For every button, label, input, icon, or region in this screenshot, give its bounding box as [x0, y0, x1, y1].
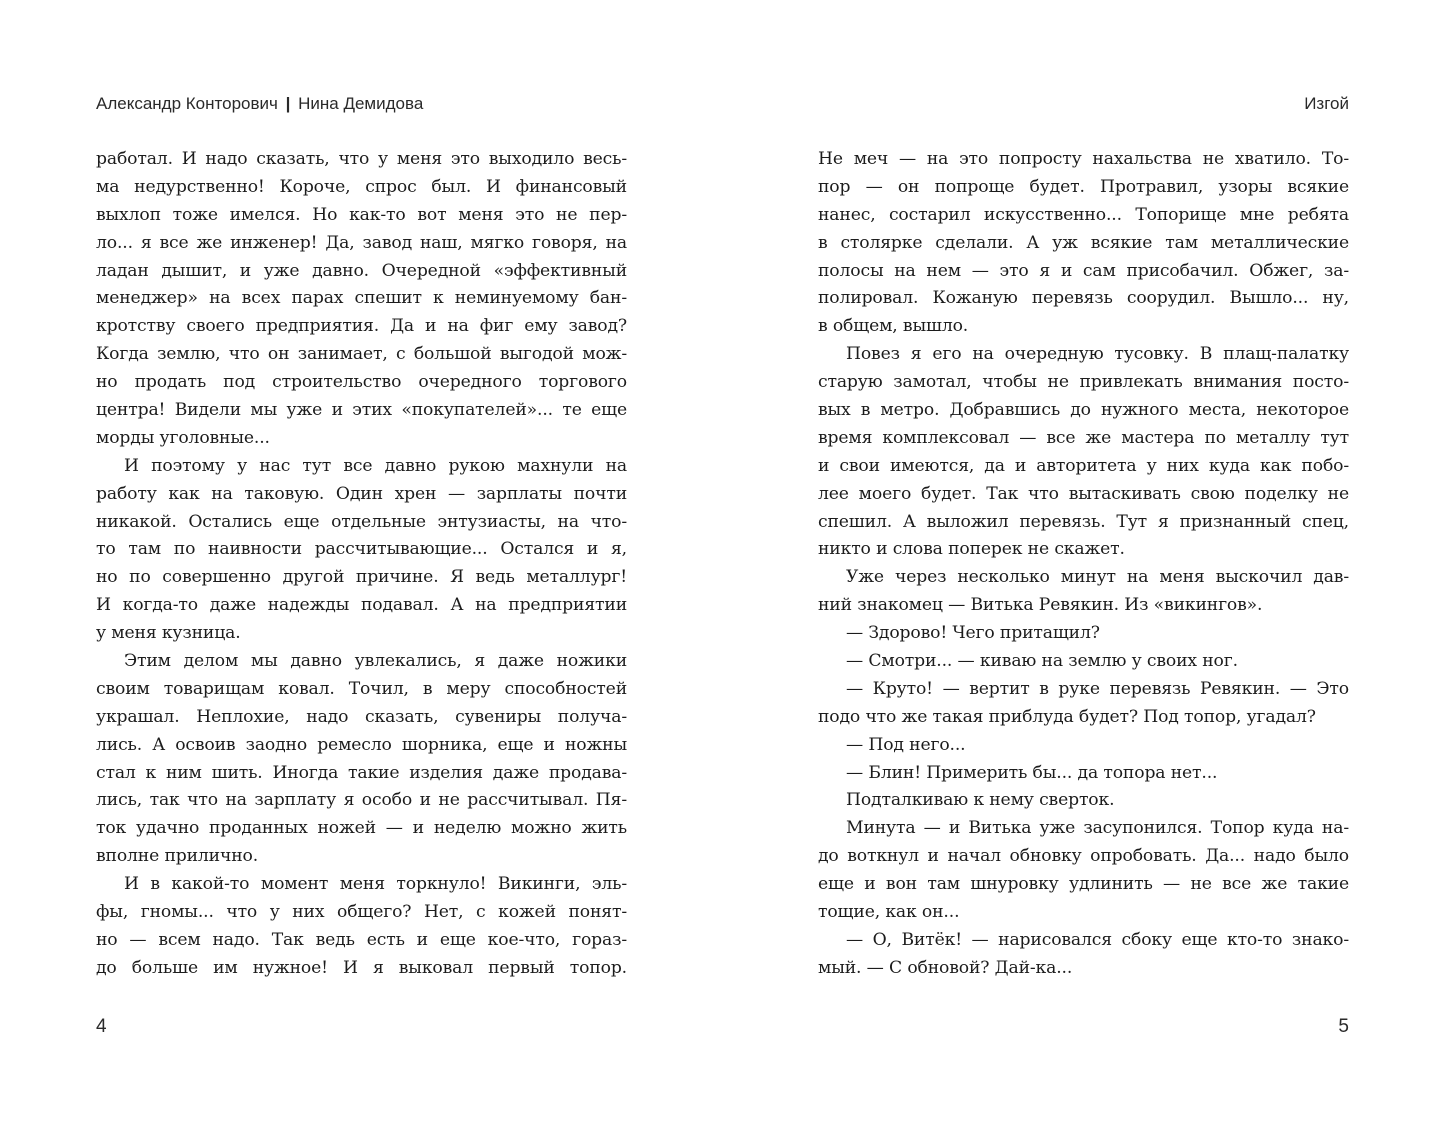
- text-line: менеджер» на всех парах спешит к неминуемому бан-: [96, 288, 627, 309]
- left-page-body-text: [96, 146, 627, 983]
- text-line: полосы на нем — это я и сам присобачил. Обжег, за-: [818, 260, 1349, 281]
- text-line: но — всем надо. Так ведь есть и еще кое-что, гораз-: [96, 929, 627, 950]
- text-line: Повез я его на очередную тусовку. В плащ-палатку: [846, 344, 1349, 365]
- right-page: [722, 0, 1445, 1129]
- text-line: центра! Видели мы уже и этих «покупателей»... те еще: [96, 400, 627, 421]
- text-line: — О, Витёк! — нарисовался сбоку еще кто-то знако-: [846, 929, 1349, 950]
- text-line: лее моего будет. Так что вытаскивать свою поделку не: [818, 483, 1349, 504]
- text-line: лись, так что на зарплату я особо и не рассчитывал. Пя-: [96, 790, 627, 811]
- text-line: Подталкиваю к нему сверток.: [846, 790, 1115, 811]
- left-page: [0, 0, 722, 1129]
- text-line: вых в метро. Добравшись до нужного места, некоторое: [818, 400, 1349, 421]
- text-line: ладан дышит, и уже давно. Очередной «эффективный: [96, 260, 627, 281]
- text-line: старую замотал, чтобы не привлекать внимания посто-: [818, 372, 1349, 393]
- text-line: у меня кузница.: [96, 623, 241, 644]
- text-line: своим товарищам ковал. Точил, в меру способностей: [96, 678, 627, 699]
- text-line: кротству своего предприятия. Да и на фиг ему завод?: [96, 316, 627, 337]
- text-line: мый. — С обновой? Дай-ка...: [818, 957, 1073, 978]
- text-line: но продать под строительство очередного торгового: [96, 372, 627, 393]
- text-line: работал. И надо сказать, что у меня это выходило весь-: [96, 149, 627, 169]
- author-name-2: Нина Демидова: [298, 94, 424, 113]
- text-line: — Блин! Примерить бы... да топора нет...: [846, 762, 1218, 783]
- text-line: — Под него...: [846, 734, 966, 755]
- text-line: до воткнул и начал обновку опробовать. Да... надо было: [818, 846, 1349, 867]
- running-head-title: Изгой: [1304, 94, 1349, 113]
- text-line: стал к ним шить. Иногда такие изделия даже продава-: [96, 762, 627, 783]
- text-line: Уже через несколько минут на меня выскочил дав-: [846, 567, 1349, 588]
- text-line: никто и слова поперек не скажет.: [818, 539, 1125, 560]
- text-line: работу как на таковую. Один хрен — зарплаты почти: [96, 483, 627, 504]
- text-line: Этим делом мы давно увлекались, я даже ножики: [124, 651, 627, 672]
- text-line: вполне прилично.: [96, 846, 259, 867]
- author-separator: |: [285, 94, 291, 113]
- text-line: — Смотри... — киваю на землю у своих ног.: [846, 651, 1238, 672]
- text-line: ток удачно проданных ножей — и неделю можно жить: [96, 818, 627, 839]
- text-line: выхлоп тоже имелся. Но как-то вот меня это не пер-: [96, 204, 627, 225]
- right-page-number: 5: [1338, 1016, 1349, 1037]
- text-line: то там по наивности рассчитывающие... Остался и я,: [96, 539, 627, 560]
- left-page-number: 4: [96, 1016, 107, 1037]
- text-line: Не меч — на это попросту нахальства не хватило. То-: [818, 149, 1349, 169]
- text-line: нанес, состарил искусственно... Топорище мне ребята: [818, 204, 1349, 225]
- text-line: пор — он попроще будет. Протравил, узоры всякие: [818, 176, 1349, 197]
- text-line: украшал. Неплохие, надо сказать, сувениры получа-: [96, 706, 627, 727]
- text-line: фы, гномы... что у них общего? Нет, с кожей понят-: [96, 902, 627, 923]
- text-line: И когда-то даже надежды подавал. А на предприятии: [96, 595, 627, 616]
- text-line: полировал. Кожаную перевязь соорудил. Вышло... ну,: [818, 288, 1349, 309]
- text-line: ма недурственно! Короче, спрос был. И финансовый: [96, 176, 627, 197]
- text-line: ло... я все же инженер! Да, завод наш, мягко говоря, на: [96, 232, 627, 253]
- text-line: морды уголовные...: [96, 427, 270, 448]
- text-line: — Здорово! Чего притащил?: [846, 623, 1100, 644]
- text-line: еще и вон там шнуровку удлинить — не все же такие: [818, 874, 1349, 895]
- text-line: И в какой-то момент меня торкнуло! Викинги, эль-: [124, 874, 627, 895]
- text-line: в общем, вышло.: [818, 316, 969, 337]
- author-name-1: Александр Конторович: [96, 94, 278, 113]
- text-line: никакой. Остались еще отдельные энтузиасты, на что-: [96, 511, 627, 532]
- text-line: лись. А освоив заодно ремесло шорника, еще и ножны: [96, 734, 627, 755]
- text-line: ний знакомец — Витька Ревякин. Из «викингов».: [818, 595, 1263, 616]
- text-line: — Круто! — вертит в руке перевязь Ревякин. — Это: [846, 678, 1349, 699]
- text-line: тощие, как он...: [818, 902, 960, 923]
- right-page-body-text: [818, 146, 1349, 983]
- text-line: время комплексовал — все же мастера по металлу тут: [818, 427, 1349, 448]
- text-line: в столярке сделали. А уж всякие там металлические: [818, 232, 1349, 253]
- text-line: до больше им нужное! И я выковал первый топор.: [96, 957, 627, 978]
- text-line: Минута — и Витька уже засупонился. Топор куда на-: [846, 818, 1349, 839]
- text-line: спешил. А выложил перевязь. Тут я признанный спец,: [818, 511, 1349, 532]
- text-line: И поэтому у нас тут все давно рукою махнули на: [124, 455, 627, 476]
- running-head-authors: [96, 92, 423, 116]
- text-line: но по совершенно другой причине. Я ведь металлург!: [96, 567, 627, 588]
- text-line: подо что же такая приблуда будет? Под топор, угадал?: [818, 706, 1316, 727]
- text-line: и свои имеются, да и авторитета у них куда как побо-: [818, 455, 1349, 476]
- text-line: Когда землю, что он занимает, с большой выгодой мож-: [96, 344, 627, 365]
